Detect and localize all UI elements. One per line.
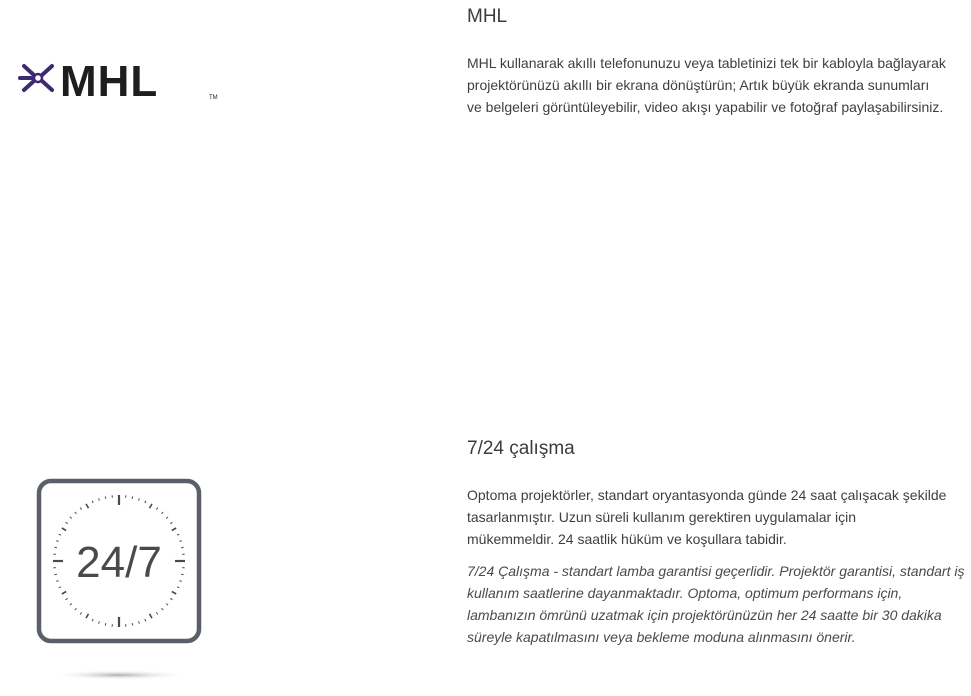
mhl-logo — [18, 56, 228, 106]
clock-tick — [54, 547, 56, 548]
operation-247-description: Optoma projektörler, standart oryantasyonda günde 24 saat çalışacak şekilde tasarlanmıştır. Uzun süreli kullanım gerektiren uygulamalar için mükemmeldir. 24 saatlik hüküm ve koşullara tabidir. — [467, 487, 947, 547]
clock-label: 24/7 — [76, 538, 162, 587]
operation-247-warranty-note: 7/24 Çalışma - standart lamba garantisi geçerlidir. Projektör garantisi, standart iş kullanım saatlerine dayanmaktadır. Optoma, optimum performans için, lambanızın ömrünü uzatmak için projektörünüzün her 24 saatte bir 30 dakika süreyle kapatılmasını veya bekleme moduna alınmasını önerir. — [467, 563, 965, 645]
operation-247-heading: 7/24 çalışma — [467, 438, 575, 459]
clock-tick — [105, 496, 106, 498]
clock-24-7-graphic — [36, 478, 206, 688]
operation-247-section — [0, 430, 971, 696]
clock-tick — [181, 547, 183, 548]
clock-tick — [132, 496, 133, 498]
clock-24-7-icon — [36, 478, 206, 688]
mhl-logo-trademark: TM — [209, 95, 218, 101]
clock-tick — [181, 574, 183, 575]
clock-tick — [54, 574, 56, 575]
clock-tick — [105, 623, 106, 625]
mhl-logo-text: MHL — [60, 57, 159, 106]
mhl-logo-icon — [18, 56, 228, 106]
mhl-heading: MHL — [467, 6, 508, 27]
clock-tick — [132, 623, 133, 625]
mhl-description: MHL kullanarak akıllı telefonunuzu veya tabletinizi tek bir kabloyla bağlayarak projektörünüzü akıllı bir ekrana dönüştürün; Artık büyük ekranda sunumları ve belgeleri görüntüleyebilir, video akışı yapabilir ve fotoğraf paylaşabilirsiniz. — [467, 55, 946, 115]
